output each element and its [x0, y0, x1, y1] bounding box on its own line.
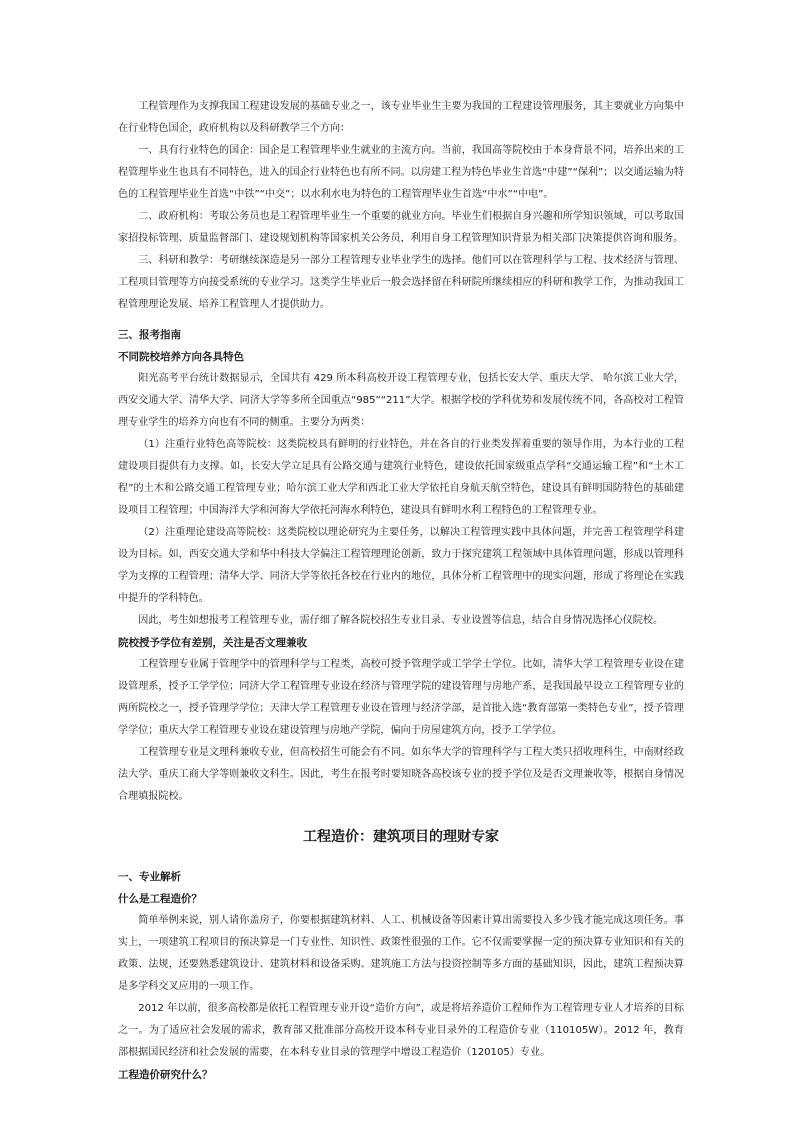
intro-paragraph: 工程管理作为支撑我国工程建设发展的基础专业之一，该专业毕业生主要为我国的工程建设管理服务，其主要就业方向集中在行业特色国企，政府机构以及科研教学三个方向：	[118, 101, 684, 134]
section-heading-major-analysis: 一、专业解析	[118, 871, 181, 883]
cost-definition-paragraph: 简单举例来说，别人请你盖房子，你要根据建筑材料、人工、机械设备等因素计算出需要投入多少钱才能完成这项任务。事实上，一项建筑工程项目的预决算是一门专业性、知识性、政策性很强的工作。它不仅需要掌握一定的预决算专业知识和有关的政策、法规，还要熟悉建筑设计、建筑材料和设备采购、建筑施工方法与投资控制等多方面的基础知识，因此，建筑工程预决算是多学科交叉应用的一项工作。	[118, 915, 684, 992]
cost-history-paragraph: 2012 年以前，很多高校都是依托工程管理专业开设“造价方向”，或是将培养造价工程师作为工程管理专业人才培养的目标之一。为了适应社会发展的需求，教育部又批准部分高校开设本科专业目录外的工程造价专业（110105W）。2012 年，教育部根据国民经济和社会发展的需要，在本科专业目录的管理学中增设工程造价（120105）专业。	[118, 1003, 684, 1058]
admission-paragraph: 工程管理专业是文理科兼收专业，但高校招生可能会有不同。如东华大学的管理科学与工程大类只招收理科生，中南财经政法大学、重庆工商大学等则兼收文科生。因此，考生在报考时要知晓各高校该专业的授予学位及是否文理兼收等，根据自身情况合理填报院校。	[118, 747, 684, 802]
subheading-what-is-cost: 什么是工程造价？	[118, 893, 202, 905]
section-heading-guide: 三、报考指南	[118, 329, 181, 341]
career-research-paragraph: 三、科研和教学：考研继续深造是另一部分工程管理专业毕业学生的选择。他们可以在管理科学与工程、技术经济与管理、工程项目管理等方向接受系统的专业学习。这类学生毕业后一般会选择留在科研院所继续相应的科研和教学工作，为推动我国工程管理理论发展、培养工程管理人才提供助力。	[118, 255, 684, 310]
degree-paragraph: 工程管理专业属于管理学中的管理科学与工程类，高校可授予管理学或工学学士学位。比如，清华大学工程管理专业设在建设管理系，授予工学学位；同济大学工程管理专业设在经济与管理学院的建设管理与房地产系，是我国最早设立工程管理专业的两所院校之一，授予管理学学位；天津大学工程管理专业设在管理与经济学部，是首批入选“教育部第一类特色专业”，授予管理学学位；重庆大学工程管理专业设在建设管理与房地产学院，偏向于房屋建筑方向，授予工学学位。	[118, 659, 684, 736]
subheading-school-directions: 不同院校培养方向各具特色	[118, 351, 244, 363]
guide-advice-paragraph: 因此，考生如想报考工程管理专业，需仔细了解各院校招生专业目录、专业设置等信息，结合自身情况选择心仪院校。	[138, 615, 664, 626]
industry-schools-paragraph: （1）注重行业特色高等院校：这类院校具有鲜明的行业特色，并在各自的行业类发挥着重要的领导作用，为本行业的工程建设项目提供有力支撑。如，长安大学立足具有公路交通与建筑行业特色，建设依托国家级重点学科“交通运输工程”和“土木工程”的土木和公路交通工程管理专业；哈尔滨工业大学和西北工业大学依托自身航天航空特色，建设具有鲜明国防特色的基础建设项目工程管理；中国海洋大学和河海大学依托河海水利特色，建设具有鲜明水利工程特色的工程管理专业。	[118, 439, 684, 516]
article-title: 工程造价：建筑项目的理财专家	[303, 829, 499, 845]
subheading-degree-differences: 院校授予学位有差别，关注是否文理兼收	[118, 637, 307, 649]
career-state-owned-paragraph: 一、具有行业特色的国企：国企是工程管理毕业生就业的主流方向。当前，我国高等院校由于本身背景不同，培养出来的工程管理毕业生也具有不同特色，进入的国企行业特色也有所不同。以房建工程为特色毕业生首选“中建”“保利”；以交通运输为特色的工程管理毕业生首选“中铁”“中交”；以水利水电为特色的工程管理毕业生首选“中水”“中电”。	[118, 145, 684, 200]
document-page	[118, 96, 684, 1086]
subheading-what-to-study: 工程造价研究什么？	[118, 1069, 213, 1081]
career-government-paragraph: 二、政府机构：考取公务员也是工程管理毕业生一个重要的就业方向。毕业生们根据自身兴趣和所学知识领域，可以考取国家招投标管理、质量监督部门、建设规划机构等国家机关公务员，利用自身工程管理知识背景为相关部门决策提供咨询和服务。	[118, 211, 684, 244]
theory-schools-paragraph: （2）注重理论建设高等院校：这类院校以理论研究为主要任务，以解决工程管理实践中具体问题，并完善工程管理学科建设为目标。如，西安交通大学和华中科技大学偏注工程管理理论创新，致力于探究建筑工程领域中具体管理问题，形成以管理科学为支撑的工程管理；清华大学、同济大学等依托各校在行业内的地位，具体分析工程管理中的现实问题，形成了将理论在实践中提升的学科特色。	[118, 527, 684, 604]
guide-statistics-paragraph: 阳光高考平台统计数据显示，全国共有 429 所本科高校开设工程管理专业，包括长安大学、重庆大学、 哈尔滨工业大学，西安交通大学、清华大学、同济大学等多所全国重点“985”“211”大学。根据学校的学科优势和发展传统不同，各高校对工程管理专业学生的培养方向也有不同的侧重。主要分为两类：	[118, 373, 684, 428]
